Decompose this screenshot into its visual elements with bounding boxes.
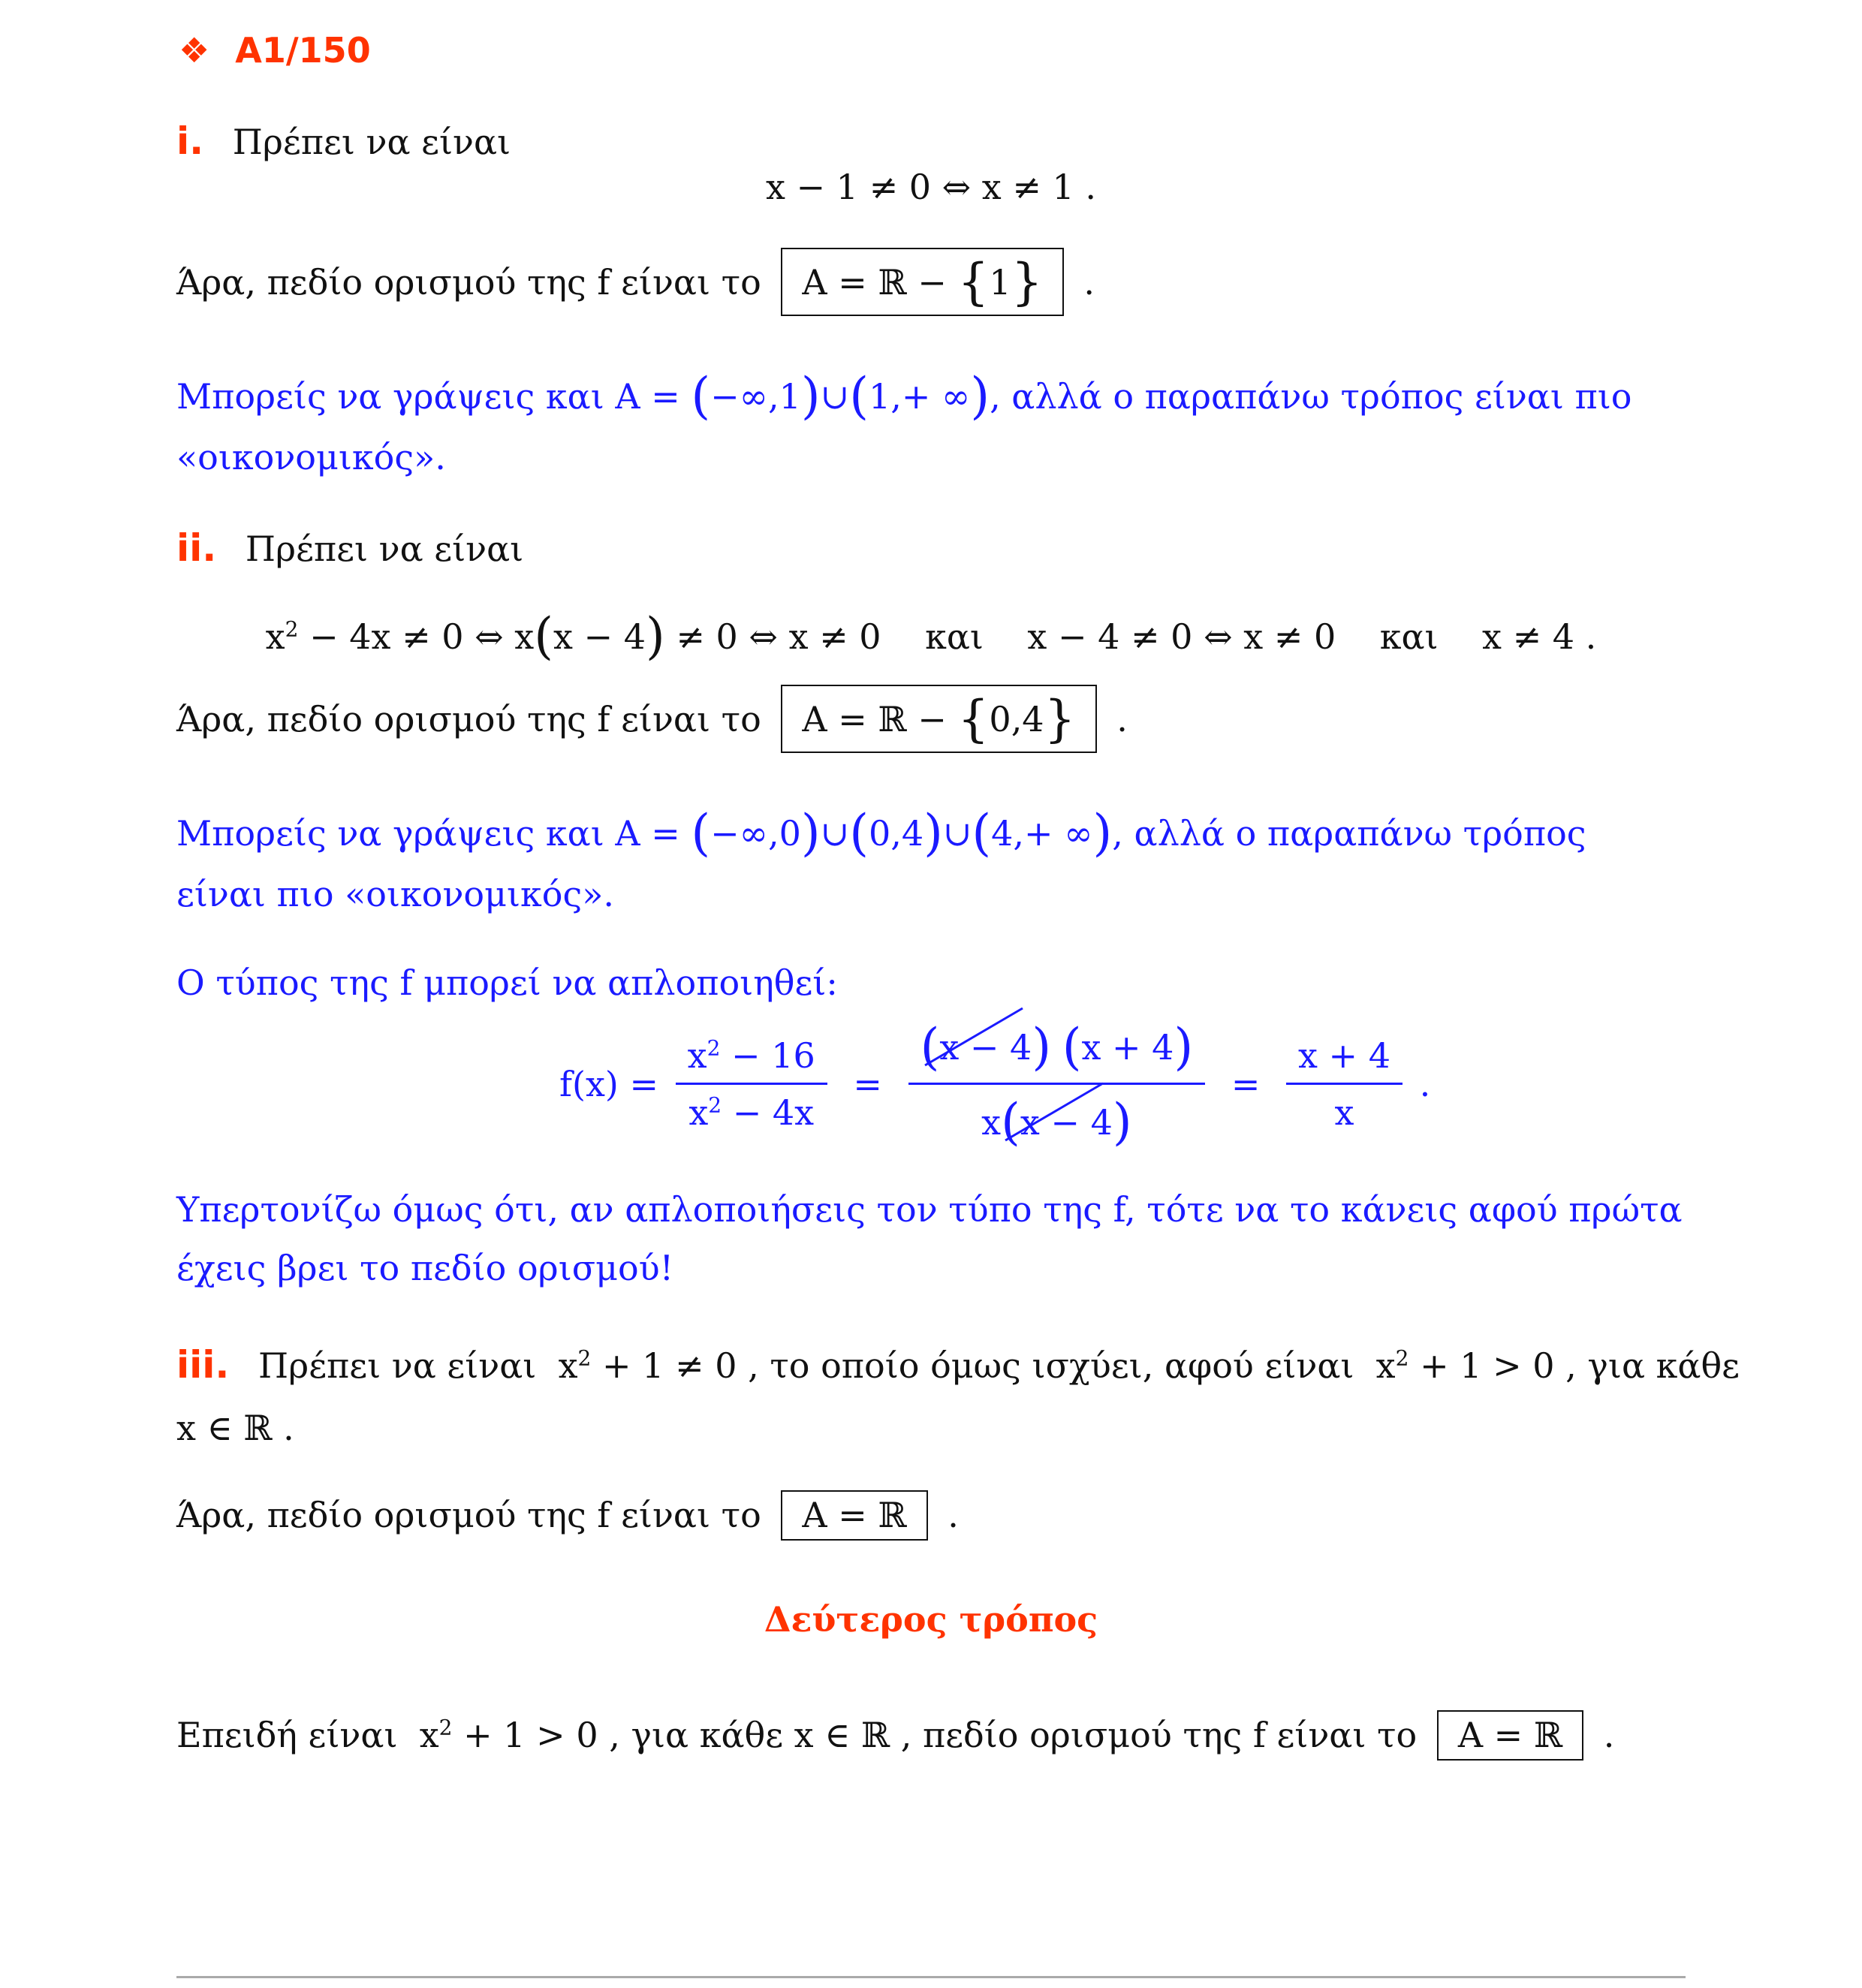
part-i-domain-box: A = ℝ − {1} [781,248,1063,316]
part-i-box-set: 1 [989,262,1011,303]
cancel-stroke-icon [917,1007,1030,1067]
part-i-intro [176,119,511,164]
frac1-num-sup: 2 [707,1035,721,1061]
eq-sign-2: = [1231,1064,1261,1105]
part-iii-conclusion [176,1490,959,1541]
second-way-line [176,1710,1614,1761]
part-ii-union-1: ∪ [820,813,850,854]
part-i-label: i. [176,119,204,163]
part-ii-note-i2: 0,4 [868,813,924,854]
frac2-den-cancel: x − 4 [1020,1102,1113,1143]
part-ii-note-i1: −∞,0 [710,813,801,854]
frac1-den-sup: 2 [708,1092,722,1118]
part-i-note-3: «οικονομικός». [176,437,446,477]
part-i-conclusion-text: Άρα, πεδίο ορισμού της f είναι το [176,262,761,303]
footer-divider [176,1976,1686,1978]
frac1-den-b: − 4x [722,1092,815,1134]
cancelled-factor-numerator: (x − 4) [920,1017,1052,1077]
part-iii-line-2: x ∈ ℝ . [176,1408,294,1448]
part-iii-line-a: Πρέπει να είναι x [258,1345,578,1386]
part-ii-eq-paren: x − 4 [553,616,646,657]
part-ii-eq-b: − 4x ≠ 0 ⇔ x [298,616,535,657]
frac1-den-a: x [688,1092,709,1134]
frac-lhs: f(x) = [559,1064,659,1105]
part-ii-period: . [1116,699,1128,739]
frac1-num-b: − 16 [720,1035,815,1076]
second-way-sup: 2 [438,1715,453,1740]
part-i-note-interval-1: −∞,1 [710,376,801,417]
part-iii-domain-box: A = ℝ [781,1490,927,1541]
frac2-num-cancel: x − 4 [939,1027,1032,1068]
second-way-title: Δεύτερος τρόπος [764,1599,1098,1640]
frac3-num: x + 4 [1286,1035,1403,1085]
frac-period: . [1419,1064,1431,1105]
eq-sign-1: = [853,1064,882,1105]
page-header [179,30,371,71]
part-iii-label: iii. [176,1343,230,1387]
part-ii-conclusion [176,685,1128,753]
frac2-num-rest: x + 4 [1081,1027,1174,1068]
part-ii-warning-1: Υπερτονίζω όμως ότι, αν απλοποιήσεις τον τύπο της f, τότε να το κάνεις αφού πρώτα [176,1189,1683,1230]
part-ii-box-lhs: A = ℝ − [802,699,947,739]
part-i-conclusion [176,248,1095,316]
part-ii-box-set: 0,4 [989,699,1044,739]
simplification-equation [559,1017,1430,1152]
part-ii-note-2: , αλλά ο παραπάνω τρόπος [1112,813,1586,854]
part-i-intro-text: Πρέπει να είναι [232,122,511,162]
part-ii-intro-text: Πρέπει να είναι [245,529,524,569]
part-ii-warning-2: έχεις βρει το πεδίο ορισμού! [176,1248,674,1288]
frac3-den: x [1334,1092,1354,1134]
part-ii-note-line-1: Μπορείς να γράψεις και A = (−∞,0)∪(0,4)∪(4,+ ∞), αλλά ο παραπάνω τρόπος [176,804,1586,862]
part-ii-label: ii. [176,526,217,570]
diamond-bullet-icon: ❖ [179,30,210,71]
part-iii-sup-2: 2 [1395,1345,1409,1371]
part-ii-equation: $x^2 - 4x \ne 0$ ⇔ x(x − 4) ≠ 0 ⇔ x ≠ 0 και x − 4 ≠ 0 ⇔ x ≠ 0 και x ≠ 4 . [265,607,1597,665]
part-ii-domain-box: A = ℝ − {0,4} [781,685,1096,753]
part-iii-line-b: + 1 ≠ 0 , το οποίο όμως ισχύει, αφού είναι x [591,1345,1396,1386]
part-i-note-interval-2: 1,+ ∞ [868,376,971,417]
frac1-num-a: x [687,1035,707,1076]
part-i-note-line-1: Μπορείς να γράψεις και A = (−∞,1)∪(1,+ ∞), αλλά ο παραπάνω τρόπος είναι πιο [176,367,1632,425]
fraction-1 [676,1035,827,1134]
part-i-note-2: , αλλά ο παραπάνω τρόπος είναι πιο [990,376,1632,417]
part-i-note-1: Μπορείς να γράψεις και A = [176,376,680,417]
second-way-b: + 1 > 0 , για κάθε x ∈ ℝ , πεδίο ορισμού της f είναι το [452,1715,1418,1755]
part-iii-line-1 [176,1342,1740,1387]
part-ii-conclusion-text: Άρα, πεδίο ορισμού της f είναι το [176,699,761,739]
fraction-2: (x − 4) (x + 4) x(x − 4) [908,1017,1206,1152]
frac2-den-x: x [981,1102,1002,1143]
part-iii-period: . [948,1495,959,1535]
part-i-period: . [1083,262,1095,303]
part-iii-sup-1: 2 [577,1345,592,1371]
part-i-equation: x − 1 ≠ 0 ⇔ x ≠ 1 . [765,167,1097,207]
part-ii-eq-sup: 2 [285,616,299,642]
part-ii-eq-a: x [265,616,285,657]
part-ii-simplify-intro: Ο τύπος της f μπορεί να απλοποιηθεί: [176,962,838,1003]
second-way-domain-box: A = ℝ [1437,1710,1583,1761]
part-iii-line-c: + 1 > 0 , για κάθε [1409,1345,1740,1386]
part-iii-conclusion-text: Άρα, πεδίο ορισμού της f είναι το [176,1495,761,1535]
fraction-3 [1286,1035,1403,1134]
part-ii-note-1: Μπορείς να γράψεις και A = [176,813,680,854]
part-ii-note-i3: 4,+ ∞ [991,813,1093,854]
page-title: A1/150 [235,30,371,71]
second-way-period: . [1603,1715,1615,1755]
second-way-a: Επειδή είναι x [176,1715,439,1755]
part-ii-union-2: ∪ [942,813,972,854]
part-ii-note-3: είναι πιο «οικονομικός». [176,874,615,914]
part-i-box-lhs: A = ℝ − [802,262,947,303]
cancel-stroke-icon [998,1082,1110,1142]
part-ii-eq-c: ≠ 0 ⇔ x ≠ 0 και x − 4 ≠ 0 ⇔ x ≠ 0 και x ≠ 4 . [676,616,1597,657]
part-i-note-union: ∪ [820,376,850,417]
cancelled-factor-denominator: (x − 4) [1001,1092,1132,1152]
part-ii-intro [176,526,523,571]
